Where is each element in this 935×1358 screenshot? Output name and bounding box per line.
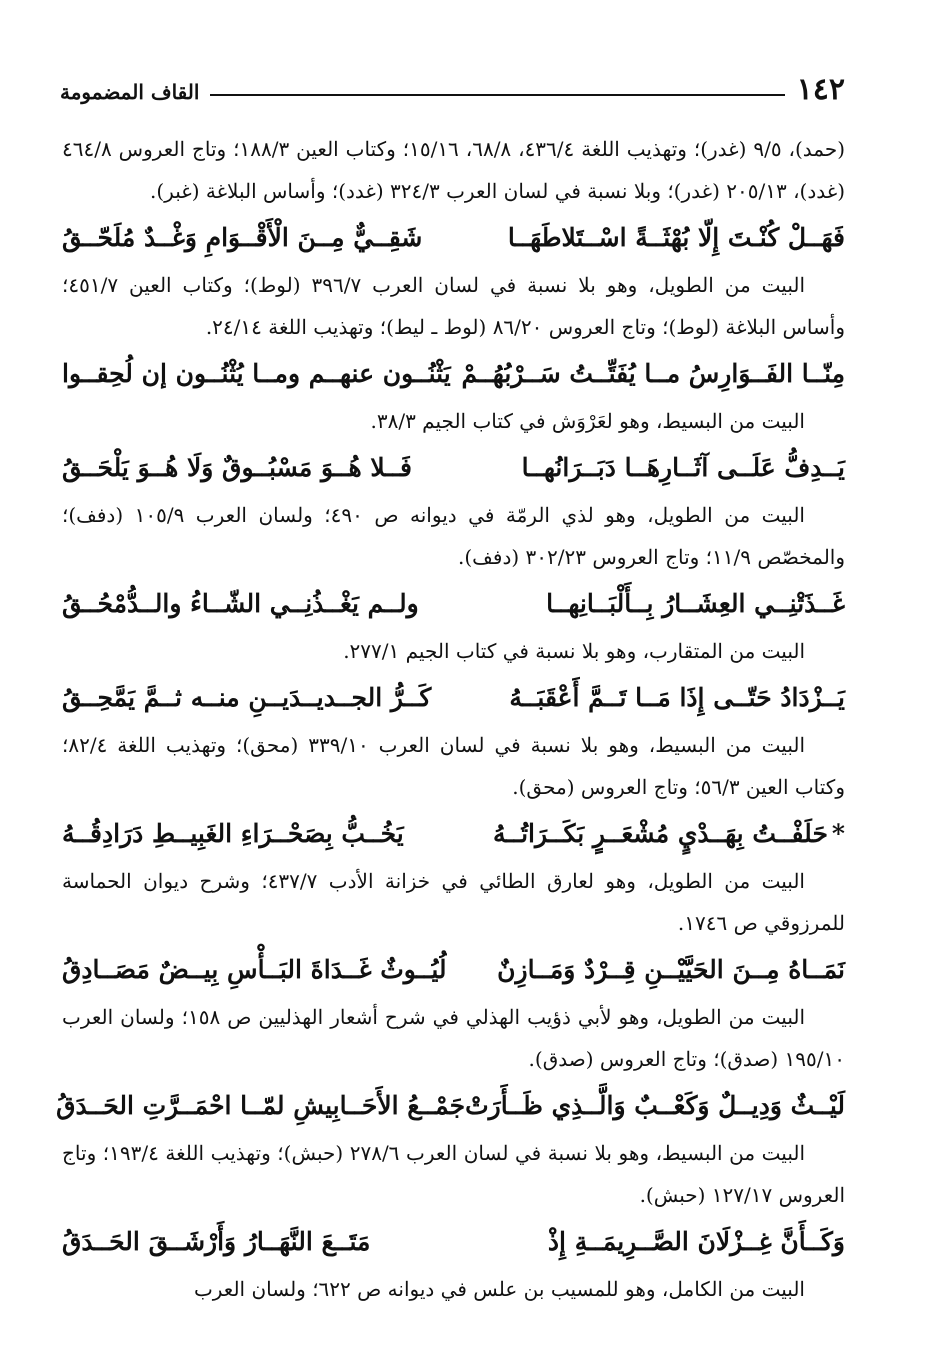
commentary-paragraph: البيت من الطويل، وهو بلا نسبة في لسان العرب ٣٩٦/٧ (لوط)؛ وكتاب العين ٤٥١/٧؛ وأساس البلاغة (لوط)؛ وتاج العروس ٨٦/٢٠ (لوط ـ ليط)؛ وتهذيب اللغة ٢٤/١٤. (62, 273, 845, 339)
verse-second-hemistich: جَمْــعُ الأَحَــابِيشِ لمّــا احْمَــرَّتِ الحَــدَقُ (56, 1091, 466, 1120)
commentary-paragraph: البيت من الطويل، وهو لذي الرمّة في ديوانه ص ٤٩٠؛ ولسان العرب ١٠٥/٩ (دفف)؛ والمخصّص ١١/٩؛ وتاج العروس ٣٠٢/٢٣ (دفف). (62, 503, 845, 569)
verse-first-text: حَلَفْــتُ بِهَــدْيٍ مُشْعَــرٍ بَكَــرَاتُــهُ (493, 819, 828, 848)
commentary-paragraph: البيت من البسيط، وهو لعَرْوَش في كتاب الجيم ٣٨/٣. (370, 409, 805, 433)
verse-first-hemistich (497, 944, 845, 996)
verse-first-text: لَيْــثٌ وَدِيــلٌ وَكَعْــبٌ وَالَّــذِي ظَــأَرَتْ (465, 1091, 845, 1120)
verse-line (62, 1216, 845, 1268)
verse-second-hemistich: يَخُــبُّ بِصَحْــرَاءِ الغَبِيــطِ دَرَادِقُــهُ (62, 819, 404, 848)
commentary-paragraph: (حمد)، ٩/٥ (غدر)؛ وتهذيب اللغة ٤٣٦/٤، ٦٨/٨، ١٥/١٦؛ وكتاب العين ١٨٨/٣؛ وتاج العروس ٤٦٤/٨ (غدد)، ٢٠٥/١٣ (غدر)؛ وبلا نسبة في لسان العرب ٣٢٤/٣ (غدد)؛ وأساس البلاغة (غبر). (62, 137, 846, 203)
verse-first-text: يَــزْدَادُ حَتّــى إِذَا مَــا تَــمَّ أَعْقَبَــهُ (509, 683, 845, 712)
verse-first-text: غَــذَتْنِــي العِشَــارُ بِــأَلْبَــانِهــا (546, 589, 845, 618)
verse-first-hemistich (522, 442, 845, 494)
commentary-paragraph: البيت من البسيط، وهو بلا نسبة في لسان العرب ٢٧٨/٦ (حبش)؛ وتهذيب اللغة ١٩٣/٤؛ وتاج العروس ١٢٧/١٧ (حبش). (62, 1141, 845, 1207)
verse-line (62, 348, 845, 400)
verse-line (62, 944, 845, 996)
page-header (60, 72, 845, 112)
commentary-paragraph: البيت من الطويل، وهو لعارق الطائي في خزانة الأدب ٤٣٧/٧؛ وشرح ديوان الحماسة للمرزوقي ص ١٧٤٦. (62, 869, 845, 935)
verse-line (62, 442, 845, 494)
verse-first-hemistich (465, 1080, 845, 1132)
verse-first-hemistich (493, 808, 845, 860)
header-rule (210, 94, 785, 96)
verse-first-text: فَهَــلْ كُنْـتَ إِلّا بُهْثَــةً اسْــتَلاطَهَــا (507, 223, 845, 252)
verse-line (62, 672, 845, 724)
verse-first-hemistich (509, 672, 845, 724)
verse-second-hemistich: ولــم يَغْــذُنِــي الشّــاءُ والــدُّمْحُــقُ (62, 589, 419, 618)
verse-second-hemistich: كَــرُّ الجــديــدَيــنِ منــه ثــمَّ يَمَّحِــقُ (62, 683, 432, 712)
commentary-paragraph: البيت من البسيط، وهو بلا نسبة في لسان العرب ٣٣٩/١٠ (محق)؛ وتهذيب اللغة ٨٢/٤؛ وكتاب العين ٥٦/٣؛ وتاج العروس (محق). (62, 733, 845, 799)
verse-first-text: وَكَــأَنَّ غِــزْلَانَ الصَّــرِيمَــةِ إِذْ (547, 1227, 845, 1256)
running-head: القاف المضمومة (60, 80, 200, 104)
verse-line (56, 1080, 845, 1132)
verse-second-hemistich: شَقِــيٌّ مِــنَ الْأَقْــوَامِ وَغْــدٌ مُلَحّــقُ (62, 223, 423, 252)
commentary-paragraph: البيت من الكامل، وهو للمسيب بن علس في ديوانه ص ٦٢٢؛ ولسان العرب (193, 1277, 805, 1301)
verse-first-text: مِنّــا الفَــوَارِسُ مــا يُفَتِّــتُ سَــرْبُهُــمْ (461, 359, 845, 388)
commentary-paragraph: البيت من المتقارب، وهو بلا نسبة في كتاب الجيم ٢٧٧/١. (343, 639, 805, 663)
verse-line (62, 578, 845, 630)
verse-second-hemistich: مَتَــعَ النَّهَــارُ وَأَرْشَــقَ الحَــدَقُ (62, 1227, 371, 1256)
page-number: ١٤٢ (796, 72, 845, 107)
commentary-paragraph: البيت من الطويل، وهو لأبي ذؤيب الهذلي في شرح أشعار الهذليين ص ١٥٨؛ ولسان العرب ١٩٥/١٠ (صدق)؛ وتاج العروس (صدق). (62, 1005, 845, 1071)
verse-first-hemistich (462, 348, 845, 400)
verse-first-text: نَمَــاهُ مِــنَ الحَيَّيْــنِ قِــرْدٌ وَمَــازِنٌ (497, 955, 845, 984)
page-body (56, 128, 846, 1310)
verse-first-hemistich (508, 212, 845, 264)
verse-first-hemistich (546, 578, 845, 630)
verse-second-hemistich: لُيُــوثٌ غَــدَاةَ البَــأْسِ بِيــضٌ مَصَــادِقُ (62, 955, 447, 984)
verse-second-hemistich: فَــلا هُــوَ مَسْبُــوقٌ وَلَا هُــوَ يَلْحَــقُ (62, 453, 412, 482)
verse-first-text: يَــدِفُّ عَلَــى آثَــارِهَــا دَبَــرَانُهــا (521, 453, 845, 482)
verse-line (62, 212, 845, 264)
asterisk-marker: * (831, 819, 845, 848)
verse-second-hemistich: يَثْنُــون عنهــم ومــا يُثْنُــون إن لُحِقــوا (62, 359, 451, 388)
verse-first-hemistich (548, 1216, 845, 1268)
verse-line (62, 808, 845, 860)
